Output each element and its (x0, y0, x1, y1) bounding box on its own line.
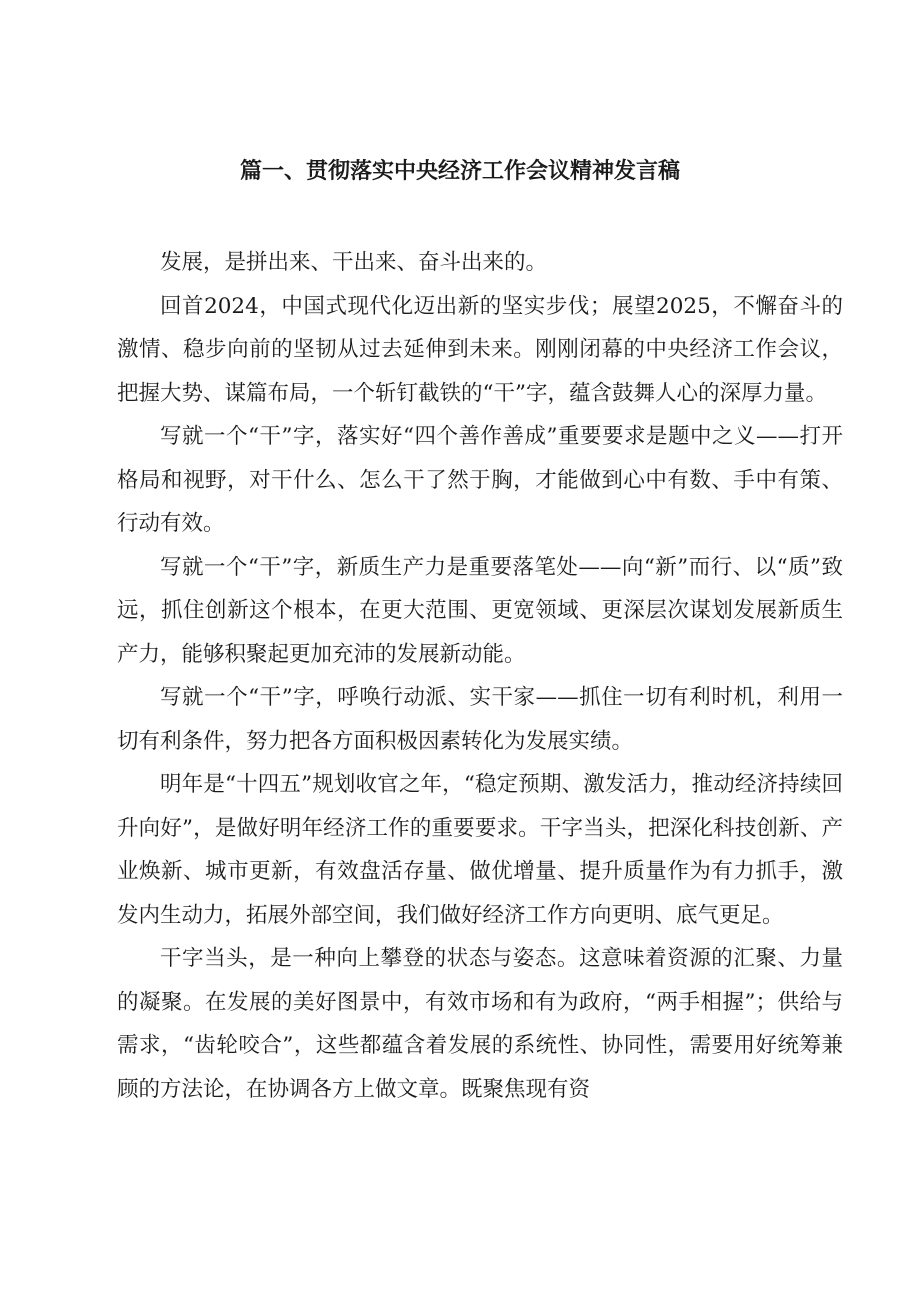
paragraph: 回首2024，中国式现代化迈出新的坚实步伐；展望2025，不懈奋斗的激情、稳步向前的坚韧从过去延伸到未来。刚刚闭幕的中央经济工作会议，把握大势、谋篇布局，一个斩钉截铁的“干”字，蕴含鼓舞人心的深厚力量。 (117, 293, 843, 406)
paragraph: 写就一个“干”字，呼唤行动派、实干家——抓住一切有利时机，利用一切有利条件，努力把各方面积极因素转化为发展实绩。 (117, 685, 843, 754)
document-body (117, 241, 843, 1111)
paragraph: 发展，是拼出来、干出来、奋斗出来的。 (160, 250, 548, 275)
document-title: 篇一、贯彻落实中央经济工作会议精神发言稿 (239, 159, 680, 184)
paragraph: 写就一个“干”字，新质生产力是重要落笔处——向“新”而行、以“质”致远，抓住创新这个根本，在更大范围、更宽领域、更深层次谋划发展新质生产力，能够积聚起更加充沛的发展新动能。 (117, 554, 843, 667)
paragraph: 干字当头，是一种向上攀登的状态与姿态。这意味着资源的汇聚、力量的凝聚。在发展的美好图景中，有效市场和有为政府，“两手相握”；供给与需求，“齿轮咬合”，这些都蕴含着发展的系统性、协同性，需要用好统筹兼顾的方法论，在协调各方上做文章。既聚焦现有资 (117, 946, 843, 1102)
paragraph: 明年是“十四五”规划收官之年，“稳定预期、激发活力，推动经济持续回升向好”，是做好明年经济工作的重要要求。干字当头，把深化科技创新、产业焕新、城市更新，有效盘活存量、做优增量、提升质量作为有力抓手，激发内生动力，拓展外部空间，我们做好经济工作方向更明、底气更足。 (117, 772, 843, 928)
paragraph: 写就一个“干”字，落实好“四个善作善成”重要要求是题中之义——打开格局和视野，对干什么、怎么干了然于胸，才能做到心中有数、手中有策、行动有效。 (117, 424, 843, 536)
